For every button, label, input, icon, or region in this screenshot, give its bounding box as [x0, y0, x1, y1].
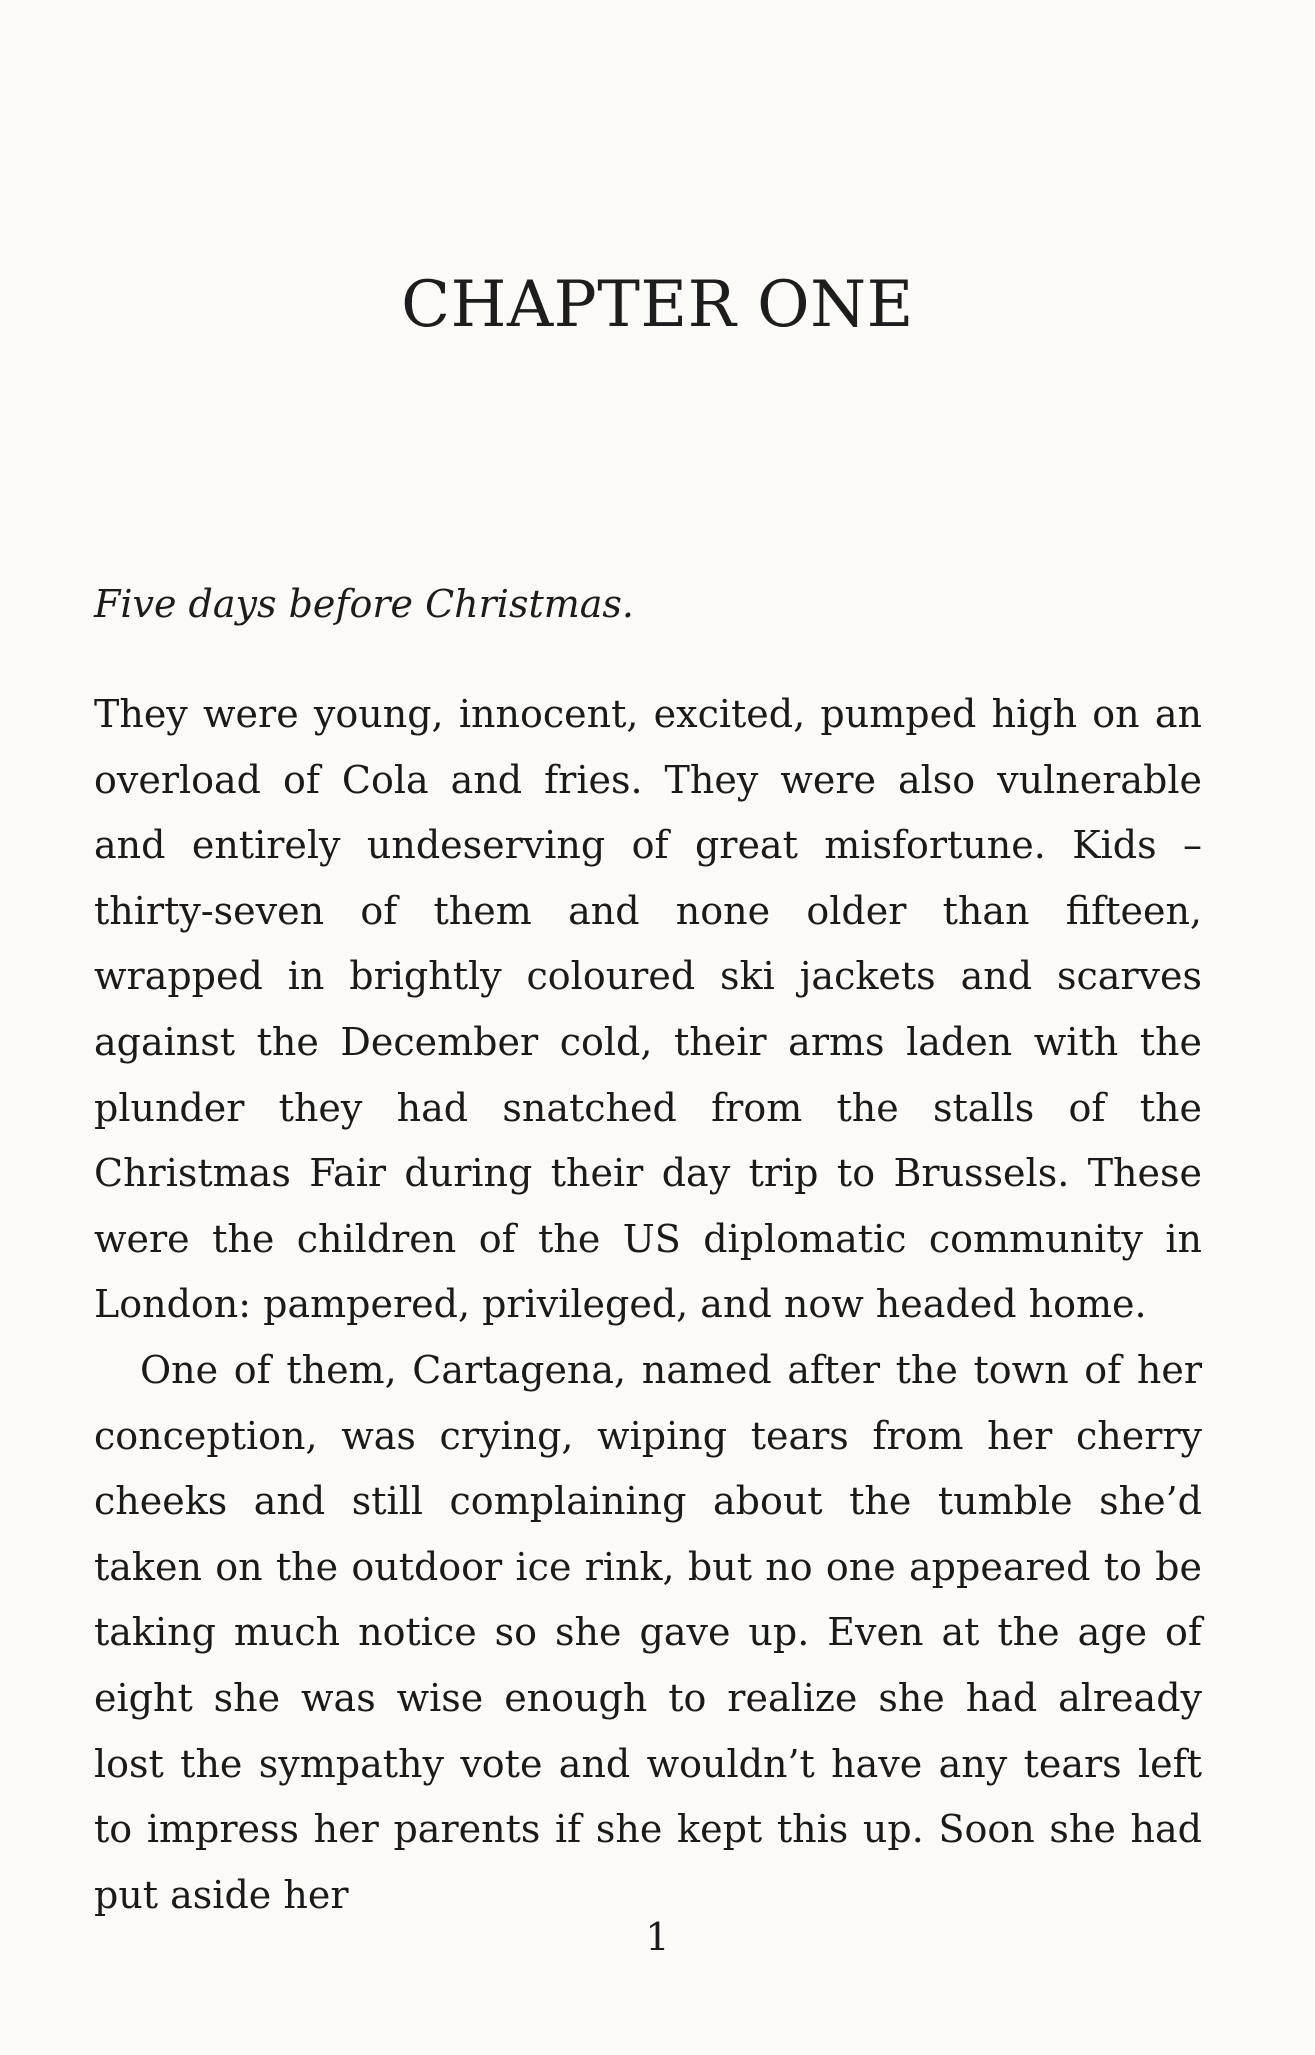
epigraph: Five days before Christmas.	[94, 582, 634, 626]
paragraph-1: They were young, innocent, excited, pumped high on an overload of Cola and fries. They were also vulnerable and entirely undeserving of great misfortune. Kids – thirty-seven of them and none older than fifteen, wrapped in brightly coloured ski jackets and scarves against the December cold, their arms laden with the plunder they had snatched from the stalls of the Christmas Fair during their day trip to Brussels. These were the children of the US diplomatic community in London: pampered, privileged, and now headed home.	[94, 692, 1202, 1327]
chapter-title: CHAPTER ONE	[401, 268, 914, 342]
body-text	[94, 682, 1202, 1928]
page-number: 1	[645, 1915, 670, 1959]
paragraph-2: One of them, Cartagena, named after the town of her conception, was crying, wiping tears from her cherry cheeks and still complaining about the tumble she’d taken on the outdoor ice rink, but no one appeared to be taking much notice so she gave up. Even at the age of eight she was wise enough to realize she had already lost the sympathy vote and wouldn’t have any tears left to impress her parents if she kept this up. Soon she had put aside her	[94, 1347, 1202, 1917]
